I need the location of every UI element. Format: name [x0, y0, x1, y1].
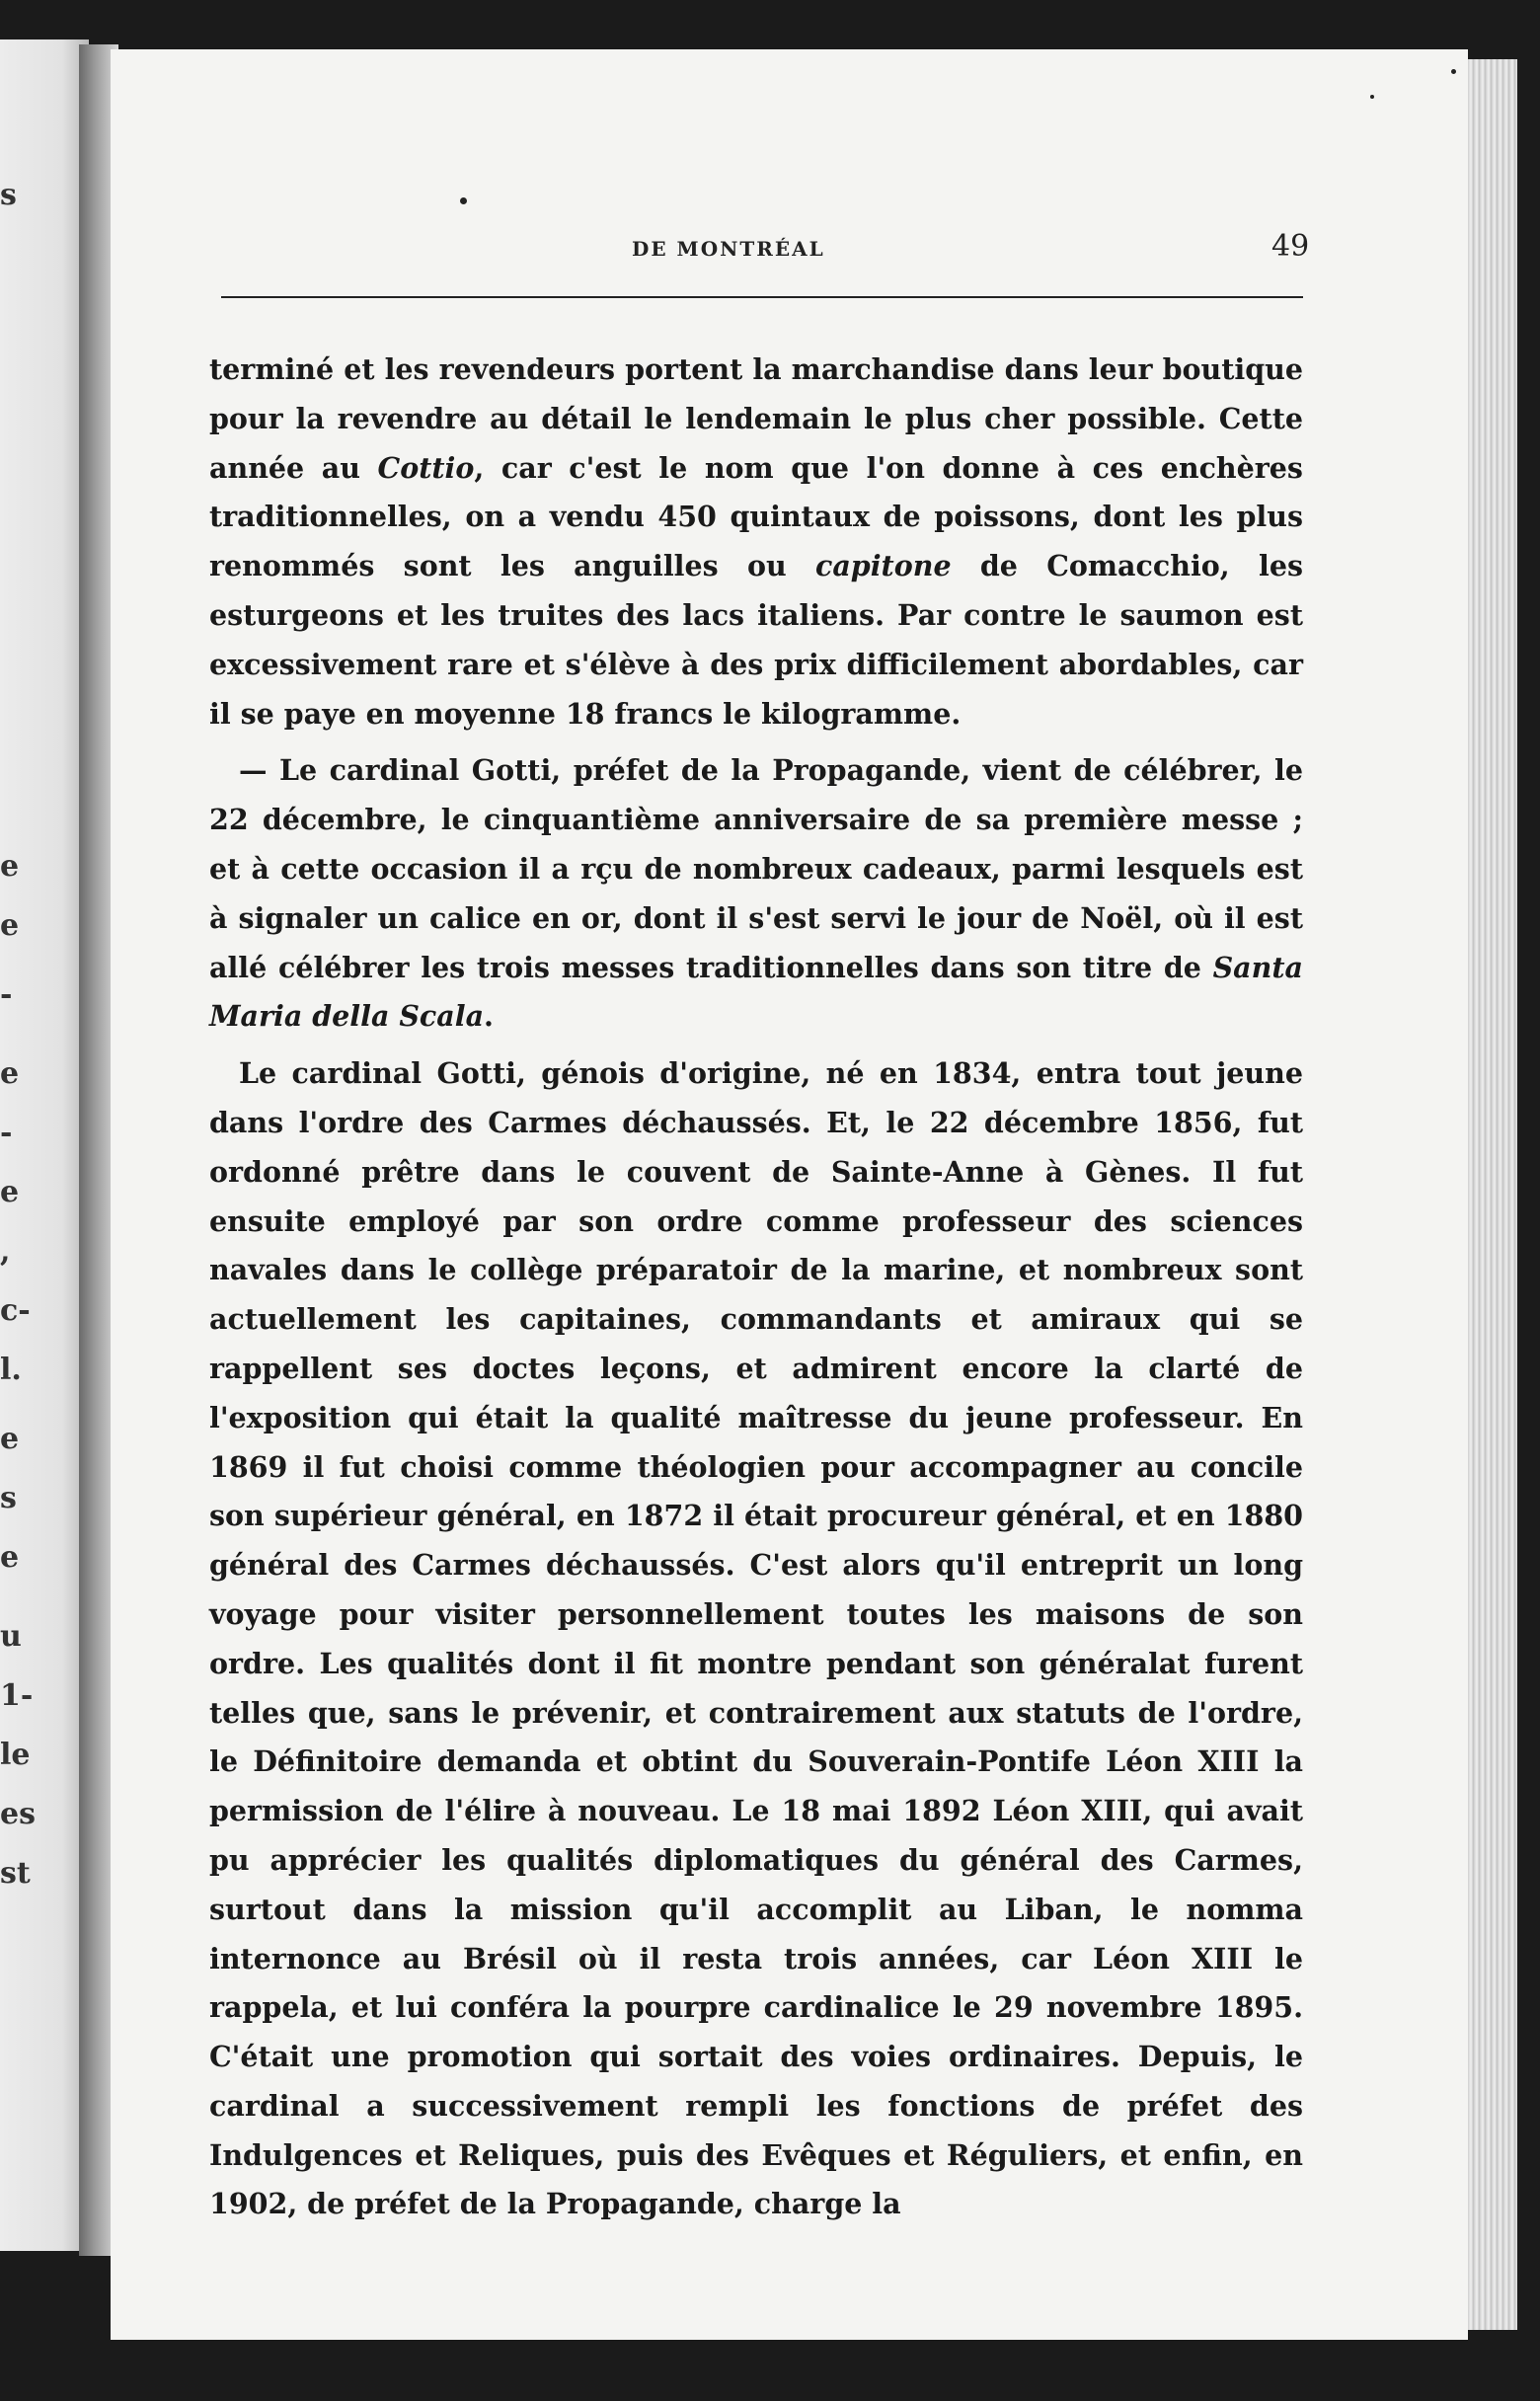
paragraph-text: , car c'est le nom que l'on donne à ces enchères traditionnelles, on a vendu 450 quintaux de poissons, dont les plus renommés sont les anguilles ou	[209, 450, 1303, 583]
facing-page-fragment: u	[0, 1619, 22, 1654]
facing-page-fragment: s	[0, 178, 17, 212]
paragraph-text: de Comacchio, les esturgeons et les truites des lacs italiens. Par contre le saumon est excessivement rare et s'élève à des prix difficilement abordables, car il se paye en moyenne 18 francs le kilogramme.	[209, 549, 1303, 731]
facing-page-fragment: e	[0, 849, 20, 884]
dust-speck	[1370, 95, 1374, 99]
italic-term: capitone	[814, 549, 952, 583]
paragraph-text: terminé et les revendeurs portent la marchandise dans leur boutique pour la revendre au détail le lendemain le plus cher possible. Cette année au	[209, 352, 1303, 485]
facing-page-fragment: l.	[0, 1353, 22, 1387]
paragraph-p3	[209, 1049, 1303, 2229]
italic-term: Santa Maria della Scala	[209, 950, 1303, 1034]
facing-page-fragment: -	[0, 977, 13, 1012]
facing-page-fragment: ,	[0, 1234, 11, 1269]
facing-page-fragments	[0, 39, 39, 2251]
paragraph-p2	[209, 746, 1303, 1042]
running-head: DE MONTRÉAL	[632, 237, 825, 261]
facing-page-fragment: e	[0, 908, 20, 943]
paragraph-p1	[209, 346, 1303, 738]
facing-page-fragment: e	[0, 1540, 20, 1575]
paragraph-text: — Le cardinal Gotti, préfet de la Propagande, vient de célébrer, le 22 décembre, le cinquantième anniversaire de sa première messe ; et à cette occasion il a rçu de nombreux cadeaux, parmi lesquels est à signaler un calice en or, dont il s'est servi le jour de Noël, où il est allé célébrer les trois messes traditionnelles dans son titre de	[209, 753, 1303, 984]
facing-page-fragment: le	[0, 1738, 31, 1772]
facing-page-fragment: -	[0, 1116, 13, 1150]
facing-page-fragment: st	[0, 1856, 31, 1891]
facing-page-fragment: e	[0, 1422, 20, 1456]
dust-speck	[1451, 69, 1456, 74]
facing-page-fragment: s	[0, 1481, 17, 1515]
page-number: 49	[1271, 229, 1310, 264]
header-rule	[221, 296, 1303, 298]
facing-page-fragment: 1-	[0, 1678, 34, 1713]
paragraph-text: .	[484, 999, 494, 1034]
facing-page-fragment: e	[0, 1056, 20, 1091]
facing-page-fragment: c-	[0, 1293, 31, 1328]
facing-page-fragment: e	[0, 1175, 20, 1209]
dust-speck	[460, 197, 467, 204]
paragraph-text: Le cardinal Gotti, génois d'origine, né en 1834, entra tout jeune dans l'ordre des Carmes déchaussés. Et, le 22 décembre 1856, fut ordonné prêtre dans le couvent de Sainte-Anne à Gènes. Il fut ensuite employé par son ordre comme professeur des sciences navales dans le collège préparatoir de la marine, et nombreux sont actuellement les capitaines, commandants et amiraux qui se rappellent ses doctes leçons, et admirent encore la clarté de l'exposition qui était la qualité maîtresse du jeune professeur. En 1869 il fut choisi comme théologien pour accompagner au concile son supérieur général, en 1872 il était procureur général, et en 1880 général des Carmes déchaussés. C'est alors qu'il entreprit un long voyage pour visiter personnellement toutes les maisons de son ordre. Les qualités dont il fit montre pendant son généralat furent telles que, sans le prévenir, et contrairement aux statuts de l'ordre, le Définitoire demanda et obtint du Souverain-Pontife Léon XIII la permission de l'élire à nouveau. Le 18 mai 1892 Léon XIII, qui avait pu apprécier les qualités diplomatiques du général des Carmes, surtout dans la mission qu'il accomplit au Liban, le nomma internonce au Brésil où il resta trois années, car Léon XIII le rappela, et lui conféra la pourpre cardinalice le 29 novembre 1895. C'était une promotion qui sortait des voies ordinaires. Depuis, le cardinal a successivement rempli les fonctions de préfet des Indulgences et Reliques, puis des Evêques et Réguliers, et enfin, en 1902, de préfet de la Propagande, charge la	[209, 1056, 1303, 2221]
body-text	[209, 346, 1303, 2229]
facing-page-fragment: es	[0, 1797, 36, 1831]
page-edges	[1468, 59, 1517, 2330]
italic-term: Cottio	[377, 450, 475, 485]
